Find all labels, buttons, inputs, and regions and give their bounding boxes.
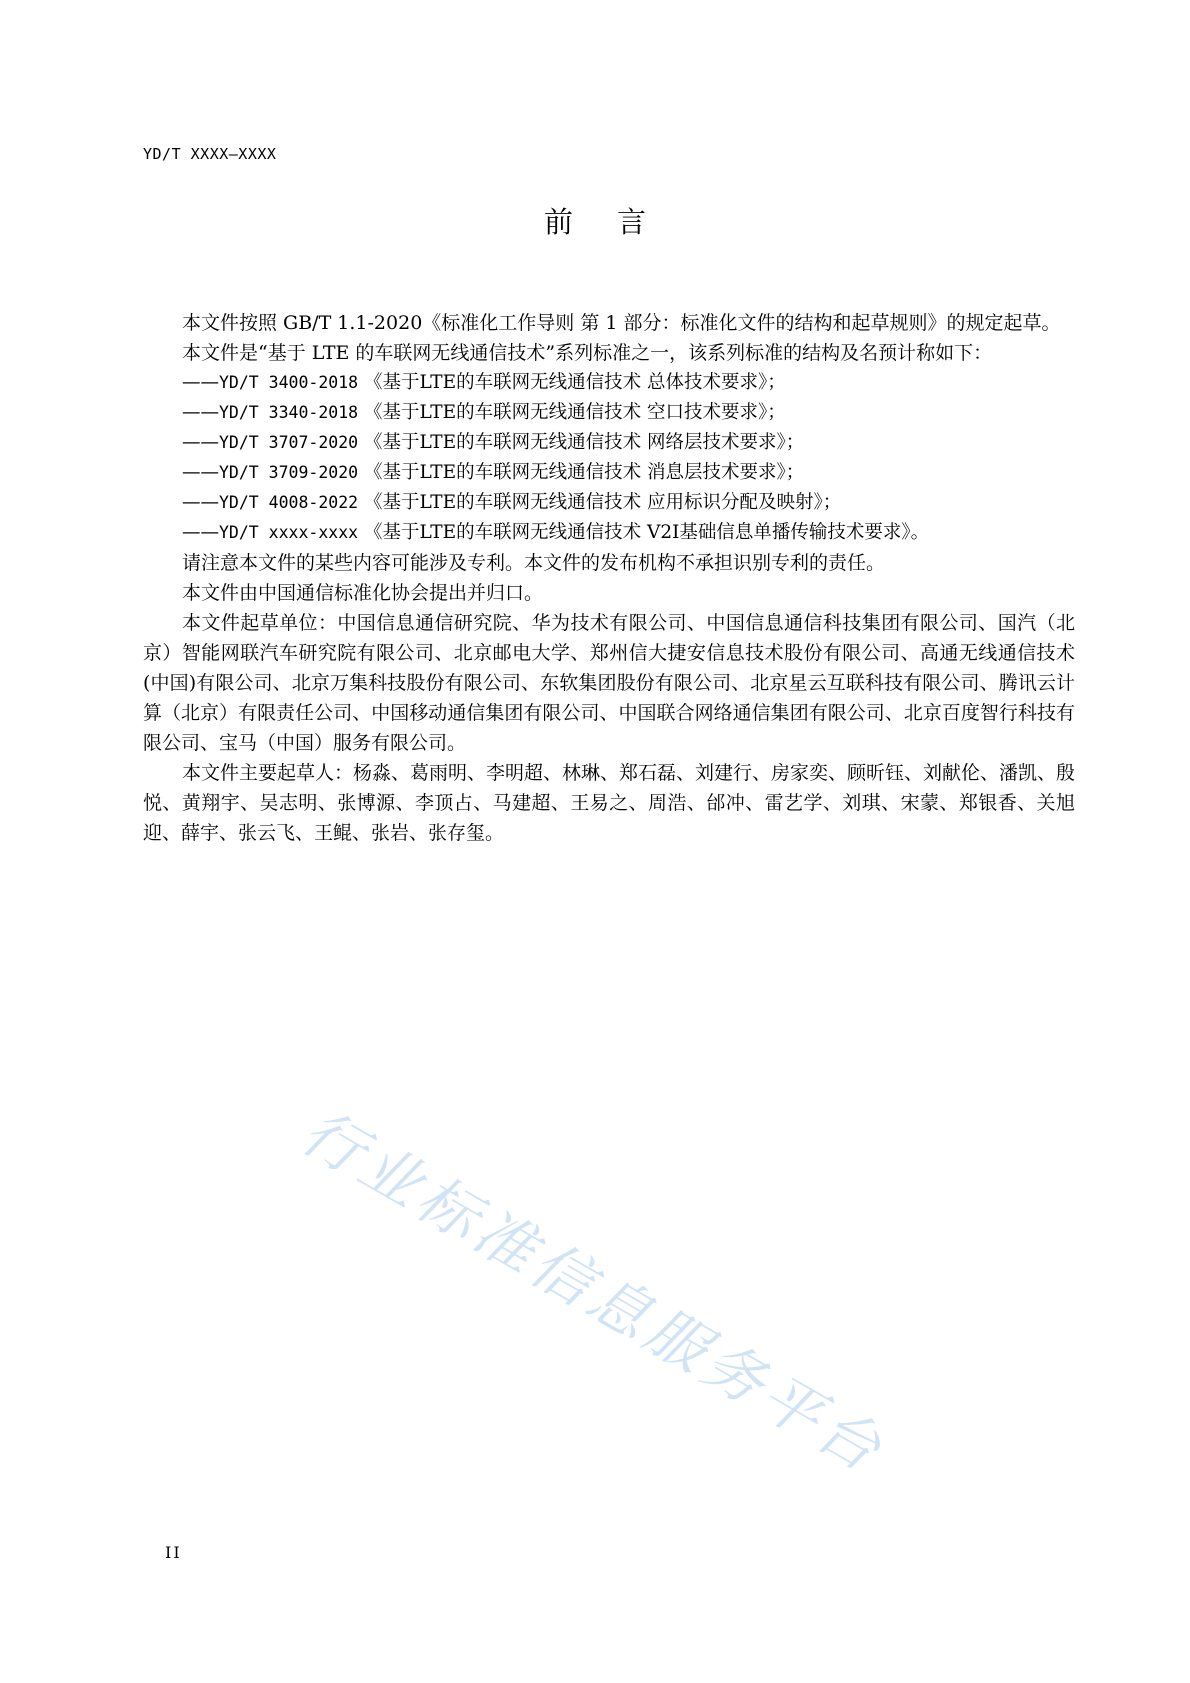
- list-dash: ——: [182, 522, 219, 543]
- standard-title: 《基于LTE的车联网无线通信技术 应用标识分配及映射》；: [363, 492, 842, 513]
- standard-title: 《基于LTE的车联网无线通信技术 消息层技术要求》；: [363, 462, 805, 483]
- paragraph-drafters: 本文件主要起草人：杨淼、葛雨明、李明超、林琳、郑石磊、刘建行、房家奕、顾昕钰、刘献伦、潘凯、殷悦、黄翔宇、吴志明、张博源、李顶占、马建超、王易之、周浩、邰冲、雷艺学、刘琪、宋蒙、郑银香、关旭迎、薛宇、张云飞、王鲲、张岩、张存玺。: [143, 762, 1076, 844]
- list-item: [143, 518, 1075, 548]
- standard-code: YD/T 4008-2022: [219, 493, 359, 512]
- standard-code: YD/T 3707-2020: [219, 433, 359, 452]
- standard-title: 《基于LTE的车联网无线通信技术 V2I基础信息单播传输技术要求》。: [363, 522, 930, 543]
- standard-code: YD/T xxxx-xxxx: [219, 523, 359, 542]
- page-number: II: [165, 1543, 182, 1562]
- list-dash: ——: [182, 462, 219, 483]
- document-body: [143, 308, 1075, 848]
- standard-code: YD/T 3340-2018: [219, 403, 359, 422]
- series-standards-list: [143, 368, 1075, 548]
- paragraph-series-intro: 本文件是“基于 LTE 的车联网无线通信技术”系列标准之一，该系列标准的结构及名预计称如下：: [182, 342, 993, 364]
- list-item: [143, 458, 1075, 488]
- page-title: 前言: [543, 205, 690, 239]
- standard-title: 《基于LTE的车联网无线通信技术 空口技术要求》；: [363, 402, 786, 423]
- watermark: 行业标准信息服务平台: [290, 1097, 897, 1488]
- list-item: [143, 368, 1075, 398]
- list-item: [143, 488, 1075, 518]
- standard-title: 《基于LTE的车联网无线通信技术 网络层技术要求》；: [363, 432, 805, 453]
- standard-code: YD/T 3709-2020: [219, 463, 359, 482]
- list-dash: ——: [182, 402, 219, 423]
- list-item: [143, 428, 1075, 458]
- standard-title: 《基于LTE的车联网无线通信技术 总体技术要求》；: [363, 372, 786, 393]
- standard-code: YD/T 3400-2018: [219, 373, 359, 392]
- paragraph-drafting-rules: 本文件按照 GB/T 1.1-2020《标准化工作导则 第 1 部分：标准化文件的结构和起草规则》的规定起草。: [182, 312, 1061, 334]
- list-dash: ——: [182, 432, 219, 453]
- document-code: YD/T XXXX—XXXX: [143, 145, 277, 163]
- paragraph-drafting-units: 本文件起草单位：中国信息通信研究院、华为技术有限公司、中国信息通信科技集团有限公司、国汽（北京）智能网联汽车研究院有限公司、北京邮电大学、郑州信大捷安信息技术股份有限公司、高通无线通信技术(中国)有限公司、北京万集科技股份有限公司、东软集团股份有限公司、北京星云互联科技有限公司、腾讯云计算（北京）有限责任公司、中国移动通信集团有限公司、中国联合网络通信集团有限公司、北京百度智行科技有限公司、宝马（中国）服务有限公司。: [143, 612, 1075, 754]
- list-item: [143, 398, 1075, 428]
- list-dash: ——: [182, 372, 219, 393]
- paragraph-patent-notice: 请注意本文件的某些内容可能涉及专利。本文件的发布机构不承担识别专利的责任。: [182, 552, 886, 574]
- paragraph-proposer: 本文件由中国通信标准化协会提出并归口。: [182, 582, 544, 604]
- list-dash: ——: [182, 492, 219, 513]
